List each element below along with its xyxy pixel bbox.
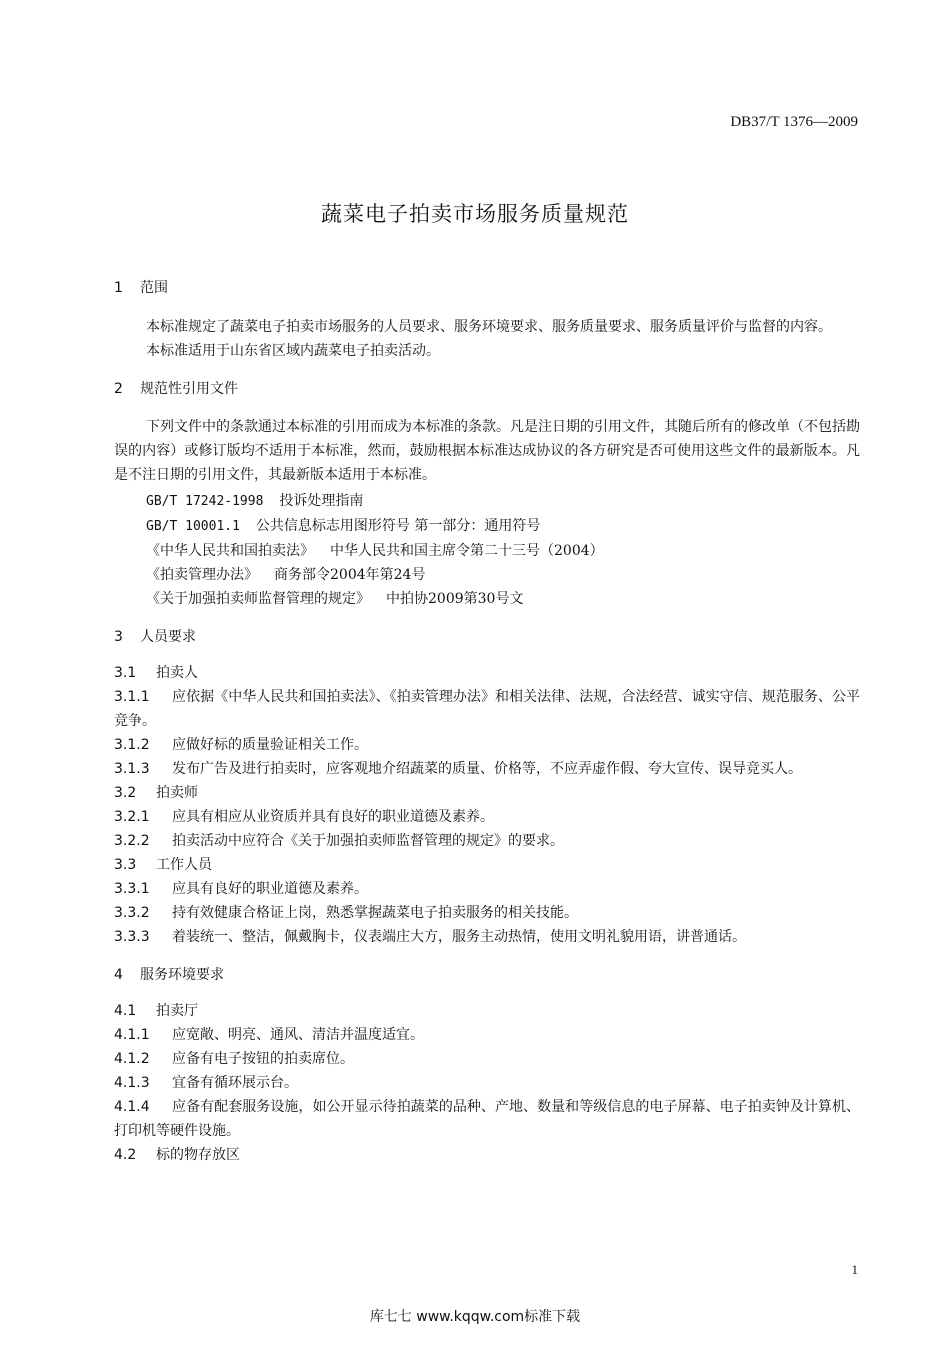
clause-number: 4.1.4 xyxy=(114,1099,150,1115)
reference-code: GB/T 10001.1 xyxy=(146,519,240,534)
section-number: 4 xyxy=(114,967,123,983)
clause xyxy=(114,757,860,781)
section-number: 1 xyxy=(114,280,123,296)
reference-code: 《关于加强拍卖师监督管理的规定》 xyxy=(146,591,370,607)
clause-number: 3.1.2 xyxy=(114,737,150,753)
reference-item xyxy=(114,489,860,514)
reference-code: 《中华人民共和国拍卖法》 xyxy=(146,543,314,559)
clause-number: 3.2.1 xyxy=(114,809,150,825)
clause-text: 应做好标的质量验证相关工作。 xyxy=(172,737,368,753)
subsection-number: 3.3 xyxy=(114,857,137,873)
subsection-number: 4.1 xyxy=(114,1003,137,1019)
clause-number: 4.1.2 xyxy=(114,1051,150,1067)
clause-text: 发布广告及进行拍卖时，应客观地介绍蔬菜的质量、价格等，不应弄虚作假、夸大宣传、误导竞买人。 xyxy=(172,761,802,777)
subsection-title: 工作人员 xyxy=(156,857,212,873)
reference-item xyxy=(114,587,860,611)
subsection-title: 拍卖师 xyxy=(156,785,198,801)
clause-number: 4.1.3 xyxy=(114,1075,150,1091)
section-3-heading xyxy=(114,625,860,649)
subsection-heading xyxy=(114,1143,860,1167)
clause-text: 应备有电子按钮的拍卖席位。 xyxy=(172,1051,354,1067)
clause xyxy=(114,1095,860,1143)
reference-name: 商务部令2004年第24号 xyxy=(274,567,426,583)
clause xyxy=(114,877,860,901)
clause-text: 应依据《中华人民共和国拍卖法》、《拍卖管理办法》和相关法律、法规，合法经营、诚实守信、规范服务、公平竞争。 xyxy=(114,689,860,729)
clause-number: 3.3.2 xyxy=(114,905,150,921)
document-title: 蔬菜电子拍卖市场服务质量规范 xyxy=(321,202,629,226)
clause-text: 持有效健康合格证上岗，熟悉掌握蔬菜电子拍卖服务的相关技能。 xyxy=(172,905,578,921)
section-title: 规范性引用文件 xyxy=(140,381,238,397)
standard-code: DB37/T 1376—2009 xyxy=(730,114,858,130)
clause-text: 应宽敞、明亮、通风、清洁并温度适宜。 xyxy=(172,1027,424,1043)
footer-watermark: 库七七 www.kqqw.com标准下载 xyxy=(369,1309,581,1325)
subsection-heading xyxy=(114,661,860,685)
subsection-title: 拍卖人 xyxy=(156,665,198,681)
clause-text: 应具有相应从业资质并具有良好的职业道德及素养。 xyxy=(172,809,494,825)
clause xyxy=(114,829,860,853)
subsection-heading xyxy=(114,999,860,1023)
reference-name: 中拍协2009第30号文 xyxy=(386,591,524,607)
clause xyxy=(114,1023,860,1047)
clause xyxy=(114,805,860,829)
paragraph: 本标准规定了蔬菜电子拍卖市场服务的人员要求、服务环境要求、服务质量要求、服务质量评价与监督的内容。 xyxy=(146,319,832,335)
section-number: 2 xyxy=(114,381,123,397)
clause xyxy=(114,1071,860,1095)
paragraph: 下列文件中的条款通过本标准的引用而成为本标准的条款。凡是注日期的引用文件，其随后所有的修改单（不包括勘误的内容）或修订版均不适用于本标准，然而，鼓励根据本标准达成协议的各方研究是否可使用这些文件的最新版本。凡是不注日期的引用文件，其最新版本适用于本标准。 xyxy=(114,419,860,483)
clause-text: 拍卖活动中应符合《关于加强拍卖师监督管理的规定》的要求。 xyxy=(172,833,564,849)
section-2-heading xyxy=(114,377,860,401)
subsection-number: 3.1 xyxy=(114,665,137,681)
section-title: 人员要求 xyxy=(140,629,196,645)
subsection-title: 标的物存放区 xyxy=(156,1147,240,1163)
reference-name: 中华人民共和国主席令第二十三号（2004） xyxy=(330,543,604,559)
clause-number: 3.3.3 xyxy=(114,929,150,945)
subsection-heading xyxy=(114,781,860,805)
reference-name: 投诉处理指南 xyxy=(279,493,364,509)
subsection-heading xyxy=(114,853,860,877)
clause-number: 4.1.1 xyxy=(114,1027,150,1043)
section-1-heading xyxy=(114,276,860,300)
section-number: 3 xyxy=(114,629,123,645)
page-number: 1 xyxy=(851,1262,858,1277)
reference-code: 《拍卖管理办法》 xyxy=(146,567,258,583)
clause-number: 3.2.2 xyxy=(114,833,150,849)
clause xyxy=(114,925,860,949)
clause-text: 着装统一、整洁，佩戴胸卡，仪表端庄大方，服务主动热情，使用文明礼貌用语，讲普通话。 xyxy=(172,929,746,945)
reference-code: GB/T 17242-1998 xyxy=(146,494,264,509)
reference-item xyxy=(114,514,860,539)
subsection-title: 拍卖厅 xyxy=(156,1003,198,1019)
clause-text: 宜备有循环展示台。 xyxy=(172,1075,298,1091)
clause xyxy=(114,1047,860,1071)
clause-text: 应备有配套服务设施，如公开显示待拍蔬菜的品种、产地、数量和等级信息的电子屏幕、电子拍卖钟及计算机、打印机等硬件设施。 xyxy=(114,1099,860,1139)
subsection-number: 4.2 xyxy=(114,1147,137,1163)
clause-number: 3.1.3 xyxy=(114,761,150,777)
clause xyxy=(114,685,860,733)
paragraph: 本标准适用于山东省区域内蔬菜电子拍卖活动。 xyxy=(146,343,440,359)
reference-item xyxy=(114,539,860,563)
section-title: 范围 xyxy=(140,280,168,296)
clause-number: 3.1.1 xyxy=(114,689,150,705)
subsection-number: 3.2 xyxy=(114,785,137,801)
document-body xyxy=(114,276,860,1167)
clause xyxy=(114,733,860,757)
section-title: 服务环境要求 xyxy=(140,967,224,983)
section-4-heading xyxy=(114,963,860,987)
clause-text: 应具有良好的职业道德及素养。 xyxy=(172,881,368,897)
clause xyxy=(114,901,860,925)
reference-item xyxy=(114,563,860,587)
reference-name: 公共信息标志用图形符号 第一部分：通用符号 xyxy=(255,518,541,534)
clause-number: 3.3.1 xyxy=(114,881,150,897)
